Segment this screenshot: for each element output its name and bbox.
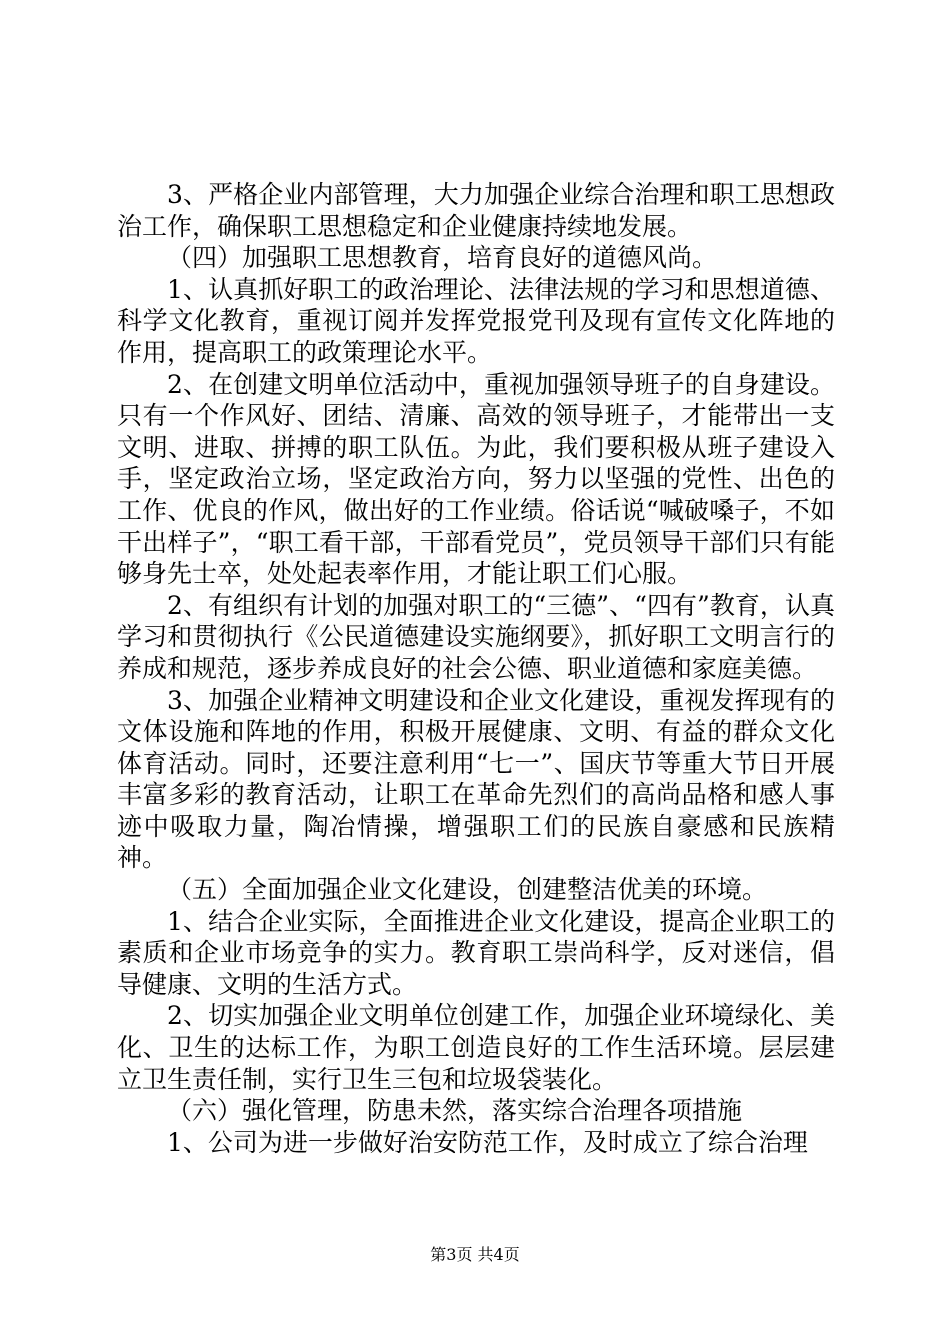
paragraph-5: 2、有组织有计划的加强对职工的“三德”、“四有”教育，认真学习和贯彻执行《公民道德建设实施纲要》，抓好职工文明言行的养成和规范，逐步养成良好的社会公德、职业道德和家庭美德。 [117, 590, 835, 683]
paragraph-7: （五）全面加强企业文化建设，创建整洁优美的环境。 [167, 875, 768, 905]
paragraph-2: （四）加强职工思想教育，培育良好的道德风尚。 [167, 243, 718, 273]
paragraph-9: 2、切实加强企业文明单位创建工作，加强企业环境绿化、美化、卫生的达标工作，为职工创造良好的工作生活环境。层层建立卫生责任制，实行卫生三包和垃圾袋装化。 [117, 1001, 835, 1094]
paragraph-1: 3、严格企业内部管理，大力加强企业综合治理和职工思想政治工作，确保职工思想稳定和企业健康持续地发展。 [117, 180, 835, 241]
paragraph-8: 1、结合企业实际，全面推进企业文化建设，提高企业职工的素质和企业市场竞争的实力。教育职工崇尚科学，反对迷信，倡导健康、文明的生活方式。 [117, 906, 835, 999]
paragraph-6: 3、加强企业精神文明建设和企业文化建设，重视发挥现有的文体设施和阵地的作用，积极开展健康、文明、有益的群众文化体育活动。同时，还要注意利用“七一”、国庆节等重大节日开展丰富多彩的教育活动，让职工在革命先烈们的高尚品格和感人事迹中吸取力量，陶冶情操，增强职工们的民族自豪感和民族精神。 [117, 685, 835, 873]
paragraph-4: 2、在创建文明单位活动中，重视加强领导班子的自身建设。只有一个作风好、团结、清廉、高效的领导班子，才能带出一支文明、进取、拼搏的职工队伍。为此，我们要积极从班子建设入手，坚定政治立场，坚定政治方向，努力以坚强的党性、出色的工作、优良的作风，做出好的工作业绩。俗话说“喊破嗓子，不如干出样子”，“职工看干部，干部看党员”，党员领导干部们只有能够身先士卒，处处起表率作用，才能让职工们心服。 [117, 369, 835, 589]
page-number-footer: 第3页 共4页 [430, 1245, 520, 1264]
document-body [117, 179, 835, 1158]
paragraph-11: 1、公司为进一步做好治安防范工作，及时成立了综合治理 [167, 1127, 808, 1157]
paragraph-3: 1、认真抓好职工的政治理论、法律法规的学习和思想道德、科学文化教育，重视订阅并发挥党报党刊及现有宣传文化阵地的作用，提高职工的政策理论水平。 [117, 274, 835, 367]
paragraph-10: （六）强化管理，防患未然，落实综合治理各项措施 [167, 1096, 743, 1126]
